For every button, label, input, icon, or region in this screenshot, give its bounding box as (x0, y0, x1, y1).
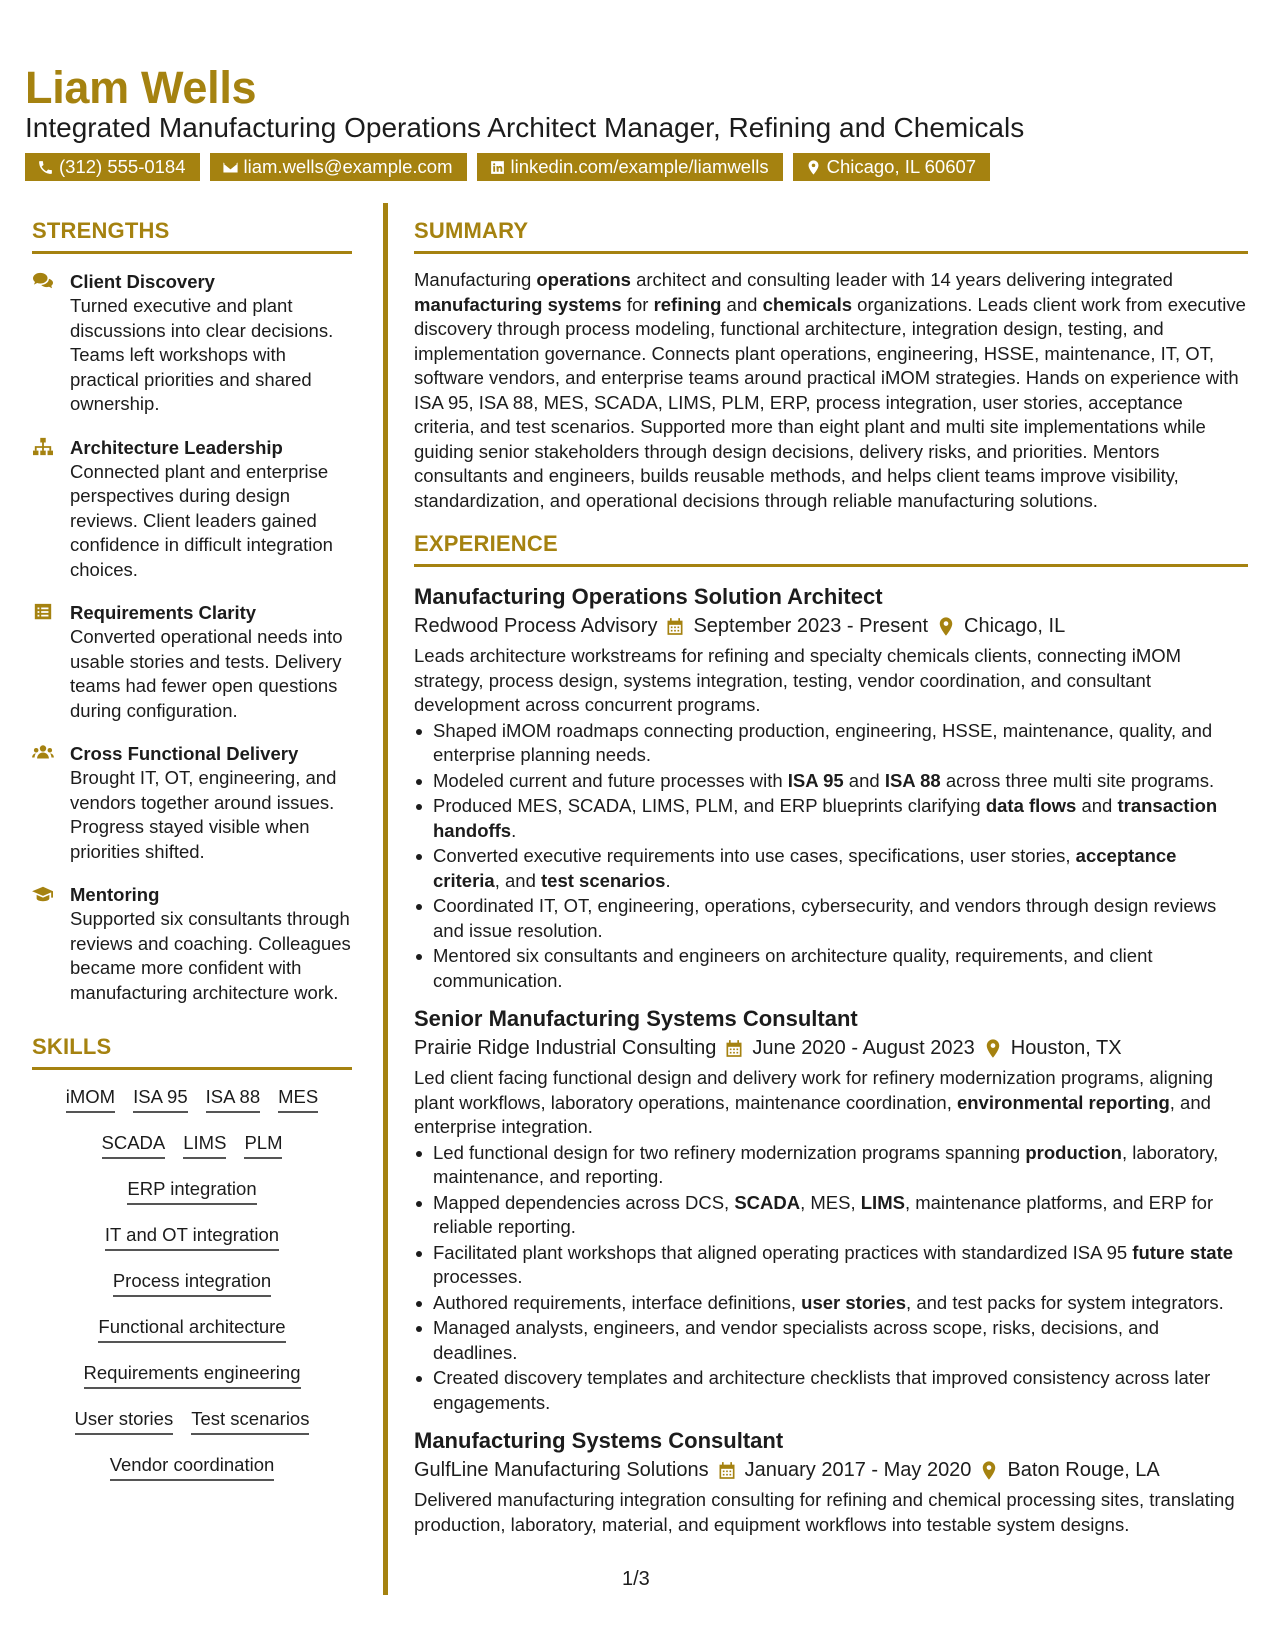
job-entry (414, 1427, 1248, 1537)
text-segment: Manufacturing (414, 269, 537, 290)
job-dates: January 2017 - May 2020 (744, 1459, 972, 1481)
bullet-item (414, 1316, 1248, 1365)
strength-item (32, 601, 352, 723)
candidate-name: Liam Wells (25, 62, 257, 113)
job-title: Senior Manufacturing Systems Consultant (414, 1006, 858, 1031)
bold-text: acceptance criteria (433, 845, 1177, 891)
bullet-item (414, 894, 1248, 943)
skill-tag: Requirements engineering (84, 1362, 301, 1389)
job-title: Manufacturing Systems Consultant (414, 1428, 784, 1453)
skills-heading: SKILLS (32, 1034, 352, 1070)
text-segment: , maintenance platforms, and ERP for reliable reporting. (433, 1191, 1214, 1237)
text-segment: and (1076, 795, 1118, 816)
skill-tag: User stories (75, 1408, 174, 1435)
location-text: Chicago, IL 60607 (826, 156, 977, 177)
job-entry (414, 1005, 1248, 1415)
bold-text: test scenarios (541, 869, 666, 891)
strength-description: Turned executive and plant discussions into clear decisions. Teams left workshops with practical priorities and shared ownership. (70, 295, 334, 414)
bold-text: manufacturing systems (414, 293, 622, 315)
job-description (414, 1066, 1248, 1140)
skill-row (102, 1132, 283, 1159)
bold-text: data flows (985, 795, 1077, 816)
job-bullets (414, 1141, 1248, 1416)
phone-contact[interactable] (25, 153, 200, 181)
contact-bar (25, 153, 990, 181)
map-pin-icon (936, 616, 956, 637)
text-segment: , and enterprise integration. (414, 1091, 1211, 1137)
experience-heading: EXPERIENCE (414, 531, 1248, 567)
job-location: Houston, TX (1010, 1037, 1122, 1059)
skill-tag: ISA 88 (206, 1086, 261, 1113)
bold-text: user stories (801, 1291, 907, 1313)
job-entry (414, 583, 1248, 993)
text-segment: and (721, 293, 763, 315)
job-meta (414, 1033, 1248, 1063)
text-segment: Modeled current and future processes with (433, 769, 788, 791)
experience-list (414, 583, 1248, 1537)
email-text: liam.wells@example.com (243, 156, 453, 177)
strength-description: Converted operational needs into usable stories and tests. Delivery teams had fewer open questions during configuration. (70, 626, 343, 721)
skills-list (32, 1086, 352, 1500)
bullet-item (414, 769, 1248, 794)
skill-tag: MES (278, 1086, 318, 1113)
job-bullets (414, 719, 1248, 994)
skill-tag: IT and OT integration (105, 1224, 279, 1251)
job-meta (414, 611, 1248, 641)
company-name: Prairie Ridge Industrial Consulting (414, 1037, 717, 1059)
skill-tag: Vendor coordination (110, 1454, 275, 1481)
skill-tag: iMOM (66, 1086, 115, 1113)
bold-text: environmental reporting (956, 1091, 1170, 1113)
text-segment: and (843, 769, 885, 791)
text-segment: Produced MES, SCADA, LIMS, PLM, and ERP blueprints clarifying (433, 795, 986, 816)
job-description: Delivered manufacturing integration consulting for refining and chemical processing sites, translating production, laboratory, material, and equipment workflows into testable system designs. (414, 1489, 1235, 1535)
text-segment: . (511, 819, 517, 841)
text-segment: , and test packs for system integrators. (906, 1291, 1224, 1313)
calendar-icon-wrap (657, 616, 693, 637)
strength-name: Mentoring (70, 884, 160, 905)
users-icon (32, 743, 54, 763)
page-number: 1/3 (622, 1568, 650, 1590)
strength-item (32, 883, 352, 1005)
skill-row (113, 1270, 271, 1297)
text-segment: Authored requirements, interface definitions, (433, 1291, 802, 1313)
location-icon-wrap (928, 616, 964, 637)
skill-tag: ISA 95 (133, 1086, 188, 1113)
job-dates: June 2020 - August 2023 (752, 1037, 975, 1059)
company-name: GulfLine Manufacturing Solutions (414, 1459, 709, 1481)
bold-text: operations (536, 269, 631, 290)
map-pin-icon (979, 1460, 999, 1481)
text-segment: Mentored six consultants and engineers on architecture quality, requirements, and client communication. (433, 945, 1153, 991)
company-name: Redwood Process Advisory (414, 615, 658, 637)
skill-row (110, 1454, 275, 1481)
left-column (32, 218, 352, 1500)
skill-row (75, 1408, 310, 1435)
phone-text: (312) 555-0184 (59, 156, 186, 177)
job-meta (414, 1455, 1248, 1485)
skill-tag: Test scenarios (191, 1408, 309, 1435)
map-pin-icon (805, 159, 822, 176)
calendar-icon-wrap (709, 1460, 745, 1481)
skill-row (66, 1086, 318, 1113)
location-icon-wrap (975, 1038, 1011, 1059)
job-location: Chicago, IL (964, 615, 1066, 637)
bullet-item (414, 944, 1248, 993)
summary-text (414, 268, 1248, 513)
linkedin-icon (489, 159, 506, 176)
strength-description: Brought IT, OT, engineering, and vendors together around issues. Progress stayed visible when priorities shifted. (70, 767, 337, 862)
phone-icon (37, 159, 54, 176)
text-segment: architect and consulting leader with 14 years delivering integrated (630, 269, 1173, 290)
bold-text: ISA 95 (787, 769, 844, 791)
skill-tag: PLM (244, 1132, 282, 1159)
right-column (414, 218, 1248, 1549)
location-icon-wrap (971, 1460, 1007, 1481)
text-segment: organizations. Leads client work from executive discovery through process modeling, functional architecture, integration design, testing, and implementation governance. Connects plant operations, engineering, HSSE, maintenance, IT, OT, software vendors, and enterprise teams around practical iMOM strategies. Hands on experience with ISA 95, ISA 88, MES, SCADA, LIMS, PLM, ERP, process integration, user stories, acceptance criteria, and test scenarios. Supported more than eight plant and multi site implementations while guiding senior stakeholders through design decisions, delivery risks, and priorities. Mentors consultants and engineers, builds reusable methods, and helps client teams improve visibility, standardization, and operational decisions through reliable manufacturing solutions. (414, 293, 1246, 511)
strength-description: Connected plant and enterprise perspectives during design reviews. Client leaders gained confidence in difficult integration choices. (70, 460, 333, 580)
bullet-item (414, 1291, 1248, 1316)
bold-text: chemicals (762, 293, 853, 315)
text-segment: Led client facing functional design and delivery work for refinery modernization programs, aligning plant workflows, laboratory operations, maintenance coordination, (414, 1067, 1214, 1113)
email-contact[interactable] (210, 153, 467, 181)
column-divider (383, 203, 388, 1595)
bullet-item (414, 844, 1248, 893)
summary-heading: SUMMARY (414, 218, 1248, 254)
bold-text: LIMS (860, 1191, 905, 1213)
bold-text: future state (1132, 1241, 1234, 1263)
list-icon (32, 602, 54, 622)
sitemap-icon (32, 437, 54, 457)
skill-tag: Functional architecture (98, 1316, 285, 1343)
text-segment: Created discovery templates and architecture checklists that improved consistency across later engagements. (433, 1367, 1211, 1413)
graduation-cap-icon (32, 884, 54, 904)
text-segment: Managed analysts, engineers, and vendor specialists across scope, risks, decisions, and deadlines. (433, 1317, 1159, 1363)
bullet-item (414, 1241, 1248, 1290)
headline: Integrated Manufacturing Operations Architect Manager, Refining and Chemicals (25, 112, 1025, 143)
strength-name: Cross Functional Delivery (70, 743, 299, 764)
bold-text: transaction handoffs (433, 795, 1218, 841)
job-dates: September 2023 - Present (693, 615, 929, 637)
map-pin-icon (983, 1038, 1003, 1059)
job-description: Leads architecture workstreams for refining and specialty chemicals clients, connecting iMOM strategy, process design, systems integration, testing, vendor coordination, and consultant development across concurrent programs. (414, 645, 1182, 715)
job-location: Baton Rouge, LA (1007, 1459, 1160, 1481)
text-segment: Coordinated IT, OT, engineering, operations, cybersecurity, and vendors through design reviews and issue resolution. (433, 895, 1217, 941)
bullet-item (414, 1141, 1248, 1190)
text-segment: . (665, 869, 671, 891)
skill-row (98, 1316, 285, 1343)
strength-description: Supported six consultants through reviews and coaching. Colleagues became more confident with manufacturing architecture work. (70, 908, 351, 1003)
skill-tag: Process integration (113, 1270, 271, 1297)
strength-name: Architecture Leadership (70, 436, 283, 458)
text-segment: Facilitated plant workshops that aligned operating practices with standardized ISA 95 (433, 1241, 1133, 1263)
calendar-icon (665, 616, 685, 637)
bold-text: refining (653, 293, 722, 315)
text-segment: processes. (433, 1266, 523, 1287)
skill-row (105, 1224, 279, 1251)
skill-row (127, 1178, 256, 1205)
strength-name: Requirements Clarity (70, 602, 257, 623)
skill-tag: SCADA (102, 1132, 166, 1159)
location-contact (793, 153, 990, 181)
bullet-item (414, 1191, 1248, 1240)
strength-item (32, 436, 352, 583)
bold-text: SCADA (734, 1191, 801, 1213)
text-segment: , and (494, 869, 542, 891)
text-segment: Converted executive requirements into use cases, specifications, user stories, (433, 845, 1076, 866)
envelope-icon (222, 159, 239, 176)
bold-text: ISA 88 (884, 769, 941, 791)
skill-row (84, 1362, 301, 1389)
text-segment: , laboratory, maintenance, and reporting. (433, 1141, 1219, 1187)
text-segment: , MES, (800, 1191, 861, 1213)
linkedin-contact[interactable] (477, 153, 783, 181)
text-segment: for (621, 293, 654, 315)
skill-tag: LIMS (183, 1132, 226, 1159)
text-segment: Shaped iMOM roadmaps connecting production, engineering, HSSE, maintenance, quality, and enterprise planning needs. (433, 719, 1213, 765)
linkedin-text: linkedin.com/example/liamwells (510, 156, 769, 177)
calendar-icon-wrap (716, 1038, 752, 1059)
bold-text: production (1025, 1141, 1122, 1163)
job-title: Manufacturing Operations Solution Architect (414, 584, 883, 609)
text-segment: Mapped dependencies across DCS, (433, 1191, 735, 1213)
skill-tag: ERP integration (127, 1178, 256, 1205)
calendar-icon (717, 1460, 737, 1481)
comments-icon (32, 271, 54, 291)
text-segment: across three multi site programs. (940, 769, 1215, 791)
calendar-icon (724, 1038, 744, 1059)
text-segment: Led functional design for two refinery modernization programs spanning (433, 1141, 1026, 1163)
strength-item (32, 742, 352, 864)
bullet-item (414, 1366, 1248, 1415)
strengths-heading: STRENGTHS (32, 218, 352, 254)
bullet-item (414, 794, 1248, 843)
strength-name: Client Discovery (70, 271, 215, 292)
bullet-item (414, 719, 1248, 768)
strength-item (32, 270, 352, 417)
